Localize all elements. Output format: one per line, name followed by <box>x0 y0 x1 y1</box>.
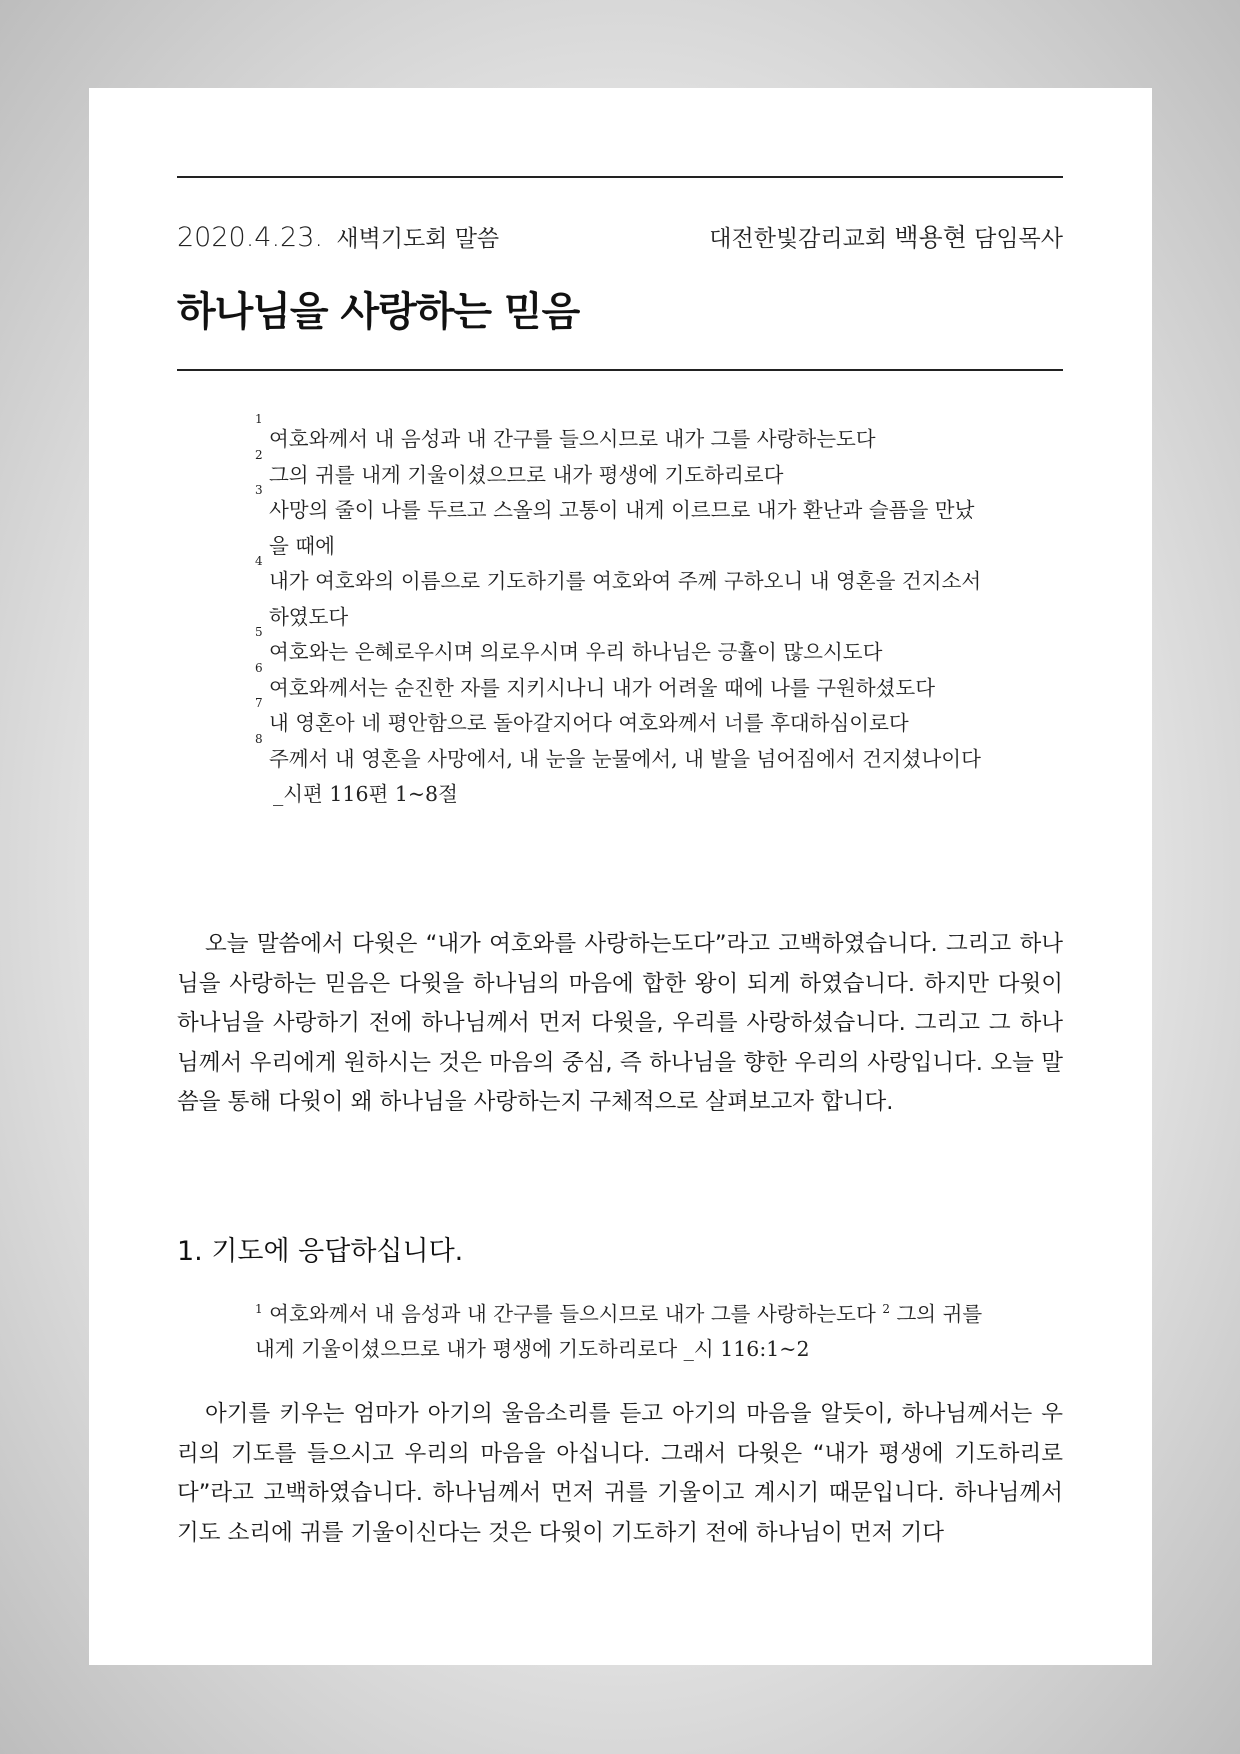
verse-number: 1 <box>255 1302 263 1317</box>
scripture-verse <box>255 625 985 671</box>
scripture-verse <box>255 447 985 497</box>
scripture-reference: _시편 116편 1~8절 <box>273 782 458 806</box>
verse-text: 여호와는 은혜로우시며 의로우시며 우리 하나님은 긍휼이 많으시도다 <box>269 640 883 664</box>
verse-number: 4 <box>255 554 263 568</box>
verse-number: 8 <box>255 731 263 746</box>
section-paragraph <box>177 1395 1063 1553</box>
scripture-verse <box>255 554 985 635</box>
church-name: 대전한빛감리교회 <box>709 226 888 252</box>
scripture-verse <box>255 696 985 742</box>
section-heading: 1. 기도에 응답하십니다. <box>177 1236 464 1267</box>
section-paragraph-text: 아기를 키우는 엄마가 아기의 울음소리를 듣고 아기의 마음을 알듯이, 하나님께서는 우리의 기도를 들으시고 우리의 마음을 아십니다. 그래서 다윗은 “내가 평생에 기도하리로다”라고 고백하였습니다. 하나님께서 먼저 귀를 기울이고 계시기 때문입니다. 하나님께서 기도 소리에 귀를 기울이신다는 것은 다윗이 기도하기 전에 하나님이 먼저 기다 <box>177 1401 1063 1546</box>
verse-text: 사망의 줄이 나를 두르고 스올의 고통이 내게 이르므로 내가 환난과 슬픔을 만났을 때에 <box>269 498 975 558</box>
pastor-title: 담임목사 <box>974 226 1063 252</box>
author-info <box>709 218 1063 254</box>
service-info <box>177 220 499 253</box>
intro-paragraph-text: 오늘 말씀에서 다윗은 “내가 여호와를 사랑하는도다”라고 고백하였습니다. 그리고 하나님을 사랑하는 믿음은 다윗을 하나님의 마음에 합한 왕이 되게 하였습니다. 하지만 다윗이 하나님을 사랑하기 전에 하나님께서 먼저 다윗을, 우리를 사랑하셨습니다. 그리고 그 하나님께서 우리에게 원하시는 것은 마음의 중심, 즉 하나님을 향한 우리의 사랑입니다. 오늘 말씀을 통해 다윗이 왜 하나님을 사랑하는지 구체적으로 살펴보고자 합니다. <box>177 931 1063 1115</box>
verse-number: 6 <box>255 660 263 675</box>
verse-number: 2 <box>255 447 263 462</box>
intro-paragraph <box>177 925 1063 1123</box>
scripture-verse <box>255 412 985 458</box>
section-scripture-quote <box>255 1297 985 1367</box>
pastor-name: 백용현 <box>894 223 967 252</box>
scripture-verse <box>255 483 985 564</box>
verse-text: 그의 귀를 내게 기울이셨으므로 내가 평생에 기도하리로다 <box>269 462 784 487</box>
verse-number: 1 <box>255 412 263 426</box>
service-name: 새벽기도회 말씀 <box>336 226 500 252</box>
document-page <box>89 88 1152 1665</box>
service-date: 2020.4.23. <box>177 222 323 253</box>
verse-text: 주께서 내 영혼을 사망에서, 내 눈을 눈물에서, 내 발을 넘어짐에서 건지셨나이다 <box>269 746 981 771</box>
sermon-title: 하나님을 사랑하는 믿음 <box>177 289 580 335</box>
scripture-verse <box>255 660 985 710</box>
verse-number: 2 <box>882 1302 890 1317</box>
verse-number: 3 <box>255 483 263 497</box>
quote-text: 그의 귀를 내게 기울이셨으므로 내가 평생에 기도하리로다 _시 116:1~2 <box>255 1302 983 1361</box>
header-meta <box>177 218 1063 254</box>
quote-text: 여호와께서 내 음성과 내 간구를 들으시므로 내가 그를 사랑하는도다 <box>269 1302 876 1326</box>
verse-text: 여호와께서 내 음성과 내 간구를 들으시므로 내가 그를 사랑하는도다 <box>269 427 876 451</box>
scripture-verse <box>255 731 985 778</box>
verse-text: 여호와께서는 순진한 자를 지키시나니 내가 어려울 때에 나를 구원하셨도다 <box>269 675 936 700</box>
header-bottom-rule <box>177 369 1063 371</box>
header-top-rule <box>177 176 1063 178</box>
verse-text: 내가 여호와의 이름으로 기도하기를 여호와여 주께 구하오니 내 영혼을 건지소서 하였도다 <box>269 569 982 629</box>
verse-number: 5 <box>255 625 263 639</box>
verse-number: 7 <box>255 696 263 710</box>
verse-text: 내 영혼아 네 평안함으로 돌아갈지어다 여호와께서 너를 후대하심이로다 <box>269 711 909 735</box>
scripture-passage <box>255 412 985 813</box>
